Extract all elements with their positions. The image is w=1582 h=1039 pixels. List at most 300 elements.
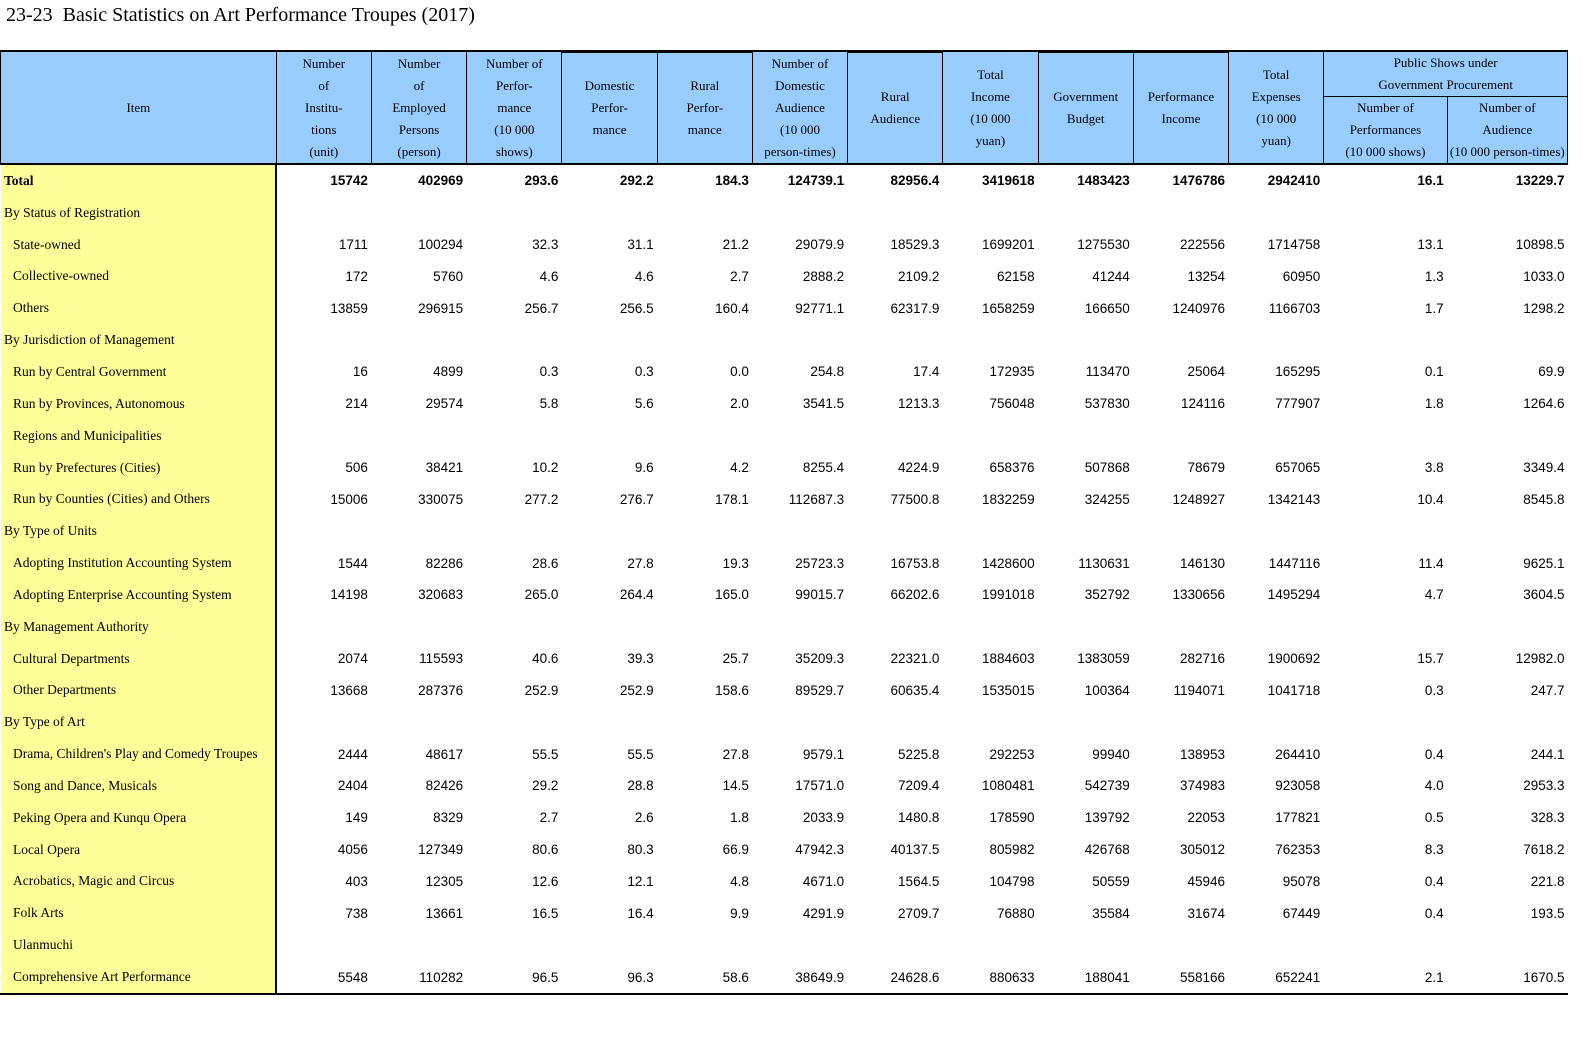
row-label: Adopting Institution Accounting System	[1, 547, 277, 579]
table-cell: 110282	[371, 961, 466, 994]
table-cell: 4899	[433, 364, 464, 380]
table-cell: 35209.3	[795, 651, 845, 667]
table-cell: 19.3	[722, 555, 749, 571]
table-cell	[1447, 611, 1567, 643]
table-row	[1, 483, 1568, 515]
table-cell: 39.3	[627, 651, 654, 667]
table-cell	[1324, 324, 1447, 356]
table-cell: 657065	[1275, 460, 1321, 476]
table-cell: 12305	[425, 873, 464, 889]
table-cell	[1447, 515, 1567, 547]
row-label: Regions and Municipalities	[1, 420, 277, 452]
table-cell: 558166	[1133, 961, 1228, 994]
table-cell	[562, 420, 657, 452]
table-cell: 2074	[337, 651, 368, 667]
table-cell: 146130	[1179, 555, 1226, 571]
table-cell: 2953.3	[1523, 778, 1565, 794]
table-cell: 426768	[1084, 842, 1130, 858]
table-cell: 1130631	[1078, 555, 1130, 571]
table-cell: 296915	[418, 300, 464, 316]
row-label: Ulanmuchi	[1, 929, 277, 961]
table-cell	[1447, 324, 1567, 356]
table-cell: 80.3	[627, 842, 654, 858]
table-cell: 82956.4	[848, 164, 943, 197]
table-cell: 1264.6	[1523, 396, 1565, 412]
table-cell	[943, 611, 1038, 643]
table-cell: 178.1	[715, 491, 749, 507]
table-cell: 252.9	[524, 682, 559, 698]
table-cell	[657, 929, 752, 961]
table-cell: 1383059	[1077, 651, 1130, 667]
table-row	[1, 356, 1568, 388]
table-cell: 1.7	[1424, 300, 1444, 316]
header-domestic-performance: Domestic Perfor- mance	[562, 53, 657, 165]
table-cell: 16	[352, 364, 368, 380]
table-cell	[943, 515, 1038, 547]
table-cell: 1240976	[1172, 300, 1226, 316]
table-cell	[848, 706, 943, 738]
table-cell	[1133, 929, 1228, 961]
table-cell: 96.3	[562, 961, 657, 994]
table-cell: 47942.3	[795, 842, 845, 858]
table-cell: 923058	[1275, 778, 1321, 794]
table-cell: 880633	[943, 961, 1038, 994]
table-cell: 7209.4	[898, 778, 940, 794]
table-cell	[657, 611, 752, 643]
table-cell	[371, 515, 466, 547]
table-cell	[371, 420, 466, 452]
table-cell: 1447116	[1268, 555, 1321, 571]
table-cell: 247.7	[1530, 682, 1565, 698]
table-cell: 2109.2	[898, 268, 940, 284]
table-cell	[752, 420, 847, 452]
table-cell: 99940	[1092, 746, 1130, 762]
table-cell: 172	[345, 268, 368, 284]
table-cell: 1714758	[1267, 237, 1321, 253]
table-cell: 1480.8	[898, 810, 940, 826]
table-cell: 27.8	[627, 555, 654, 571]
table-cell: 292.2	[562, 164, 657, 197]
table-cell: 124116	[1181, 396, 1226, 412]
table-cell: 22321.0	[890, 651, 940, 667]
table-cell	[1447, 706, 1567, 738]
table-cell: 55.5	[532, 746, 559, 762]
table-cell	[848, 611, 943, 643]
table-cell: 11.4	[1418, 555, 1444, 571]
table-cell: 264.4	[619, 587, 654, 603]
table-row	[1, 420, 1568, 452]
table-cell	[467, 706, 562, 738]
table-row	[1, 738, 1568, 770]
table-cell: 80.6	[532, 842, 559, 858]
table-cell: 25.7	[722, 651, 749, 667]
table-cell: 41244	[1092, 268, 1130, 284]
table-cell: 62317.9	[890, 300, 940, 316]
table-cell: 5548	[276, 961, 371, 994]
table-cell: 324255	[1084, 491, 1130, 507]
row-label: State-owned	[1, 229, 277, 261]
table-cell	[1038, 706, 1133, 738]
table-cell: 15.7	[1417, 651, 1444, 667]
total-row	[1, 164, 1568, 197]
table-number: 23-23	[6, 4, 53, 26]
table-cell: 1166703	[1268, 300, 1321, 316]
header-rural-performance: Rural Perfor- mance	[657, 53, 752, 165]
row-label: Cultural Departments	[1, 643, 277, 675]
table-cell: 221.8	[1530, 873, 1565, 889]
table-cell: 1658259	[982, 300, 1035, 316]
table-cell: 24628.6	[848, 961, 943, 994]
table-cell	[1229, 706, 1324, 738]
table-cell: 8545.8	[1523, 491, 1565, 507]
table-cell: 542739	[1084, 778, 1130, 794]
table-cell: 287376	[418, 682, 464, 698]
table-cell: 31674	[1187, 905, 1226, 921]
table-cell: 112687.3	[788, 491, 845, 507]
table-cell	[467, 929, 562, 961]
table-cell: 1080481	[982, 778, 1035, 794]
table-cell: 1298.2	[1523, 300, 1565, 316]
table-row	[1, 802, 1568, 834]
row-label: Comprehensive Art Performance	[1, 961, 277, 994]
table-cell: 78679	[1187, 460, 1226, 476]
table-cell	[1229, 611, 1324, 643]
table-row	[1, 897, 1568, 929]
table-cell: 27.8	[722, 746, 749, 762]
table-cell: 28.6	[532, 555, 559, 571]
table-cell: 82426	[425, 778, 464, 794]
table-cell: 2404	[337, 778, 368, 794]
row-label: By Type of Units	[1, 515, 277, 547]
table-cell	[276, 420, 371, 452]
table-row	[1, 229, 1568, 261]
table-cell: 5.8	[539, 396, 559, 412]
table-cell: 29.2	[532, 778, 559, 794]
row-label: Run by Central Government	[1, 356, 277, 388]
table-cell: 1213.3	[898, 396, 940, 412]
table-cell: 35584	[1092, 905, 1130, 921]
table-cell: 4.8	[730, 873, 749, 889]
table-cell	[562, 929, 657, 961]
table-cell: 1564.5	[898, 873, 940, 889]
table-cell	[943, 197, 1038, 229]
table-cell: 256.7	[524, 300, 559, 316]
table-cell: 0.3	[634, 364, 654, 380]
table-cell: 320683	[418, 587, 464, 603]
table-cell: 1194071	[1173, 682, 1226, 698]
table-cell: 658376	[989, 460, 1035, 476]
table-cell: 10.4	[1417, 491, 1444, 507]
header-public-shows-performances: Number of Performances (10 000 shows)	[1324, 97, 1447, 165]
table-cell	[1324, 420, 1447, 452]
table-cell	[467, 420, 562, 452]
table-cell: 99015.7	[795, 587, 845, 603]
table-cell: 756048	[989, 396, 1035, 412]
table-row	[1, 675, 1568, 707]
table-cell: 25064	[1187, 364, 1226, 380]
table-cell: 4.2	[730, 460, 749, 476]
table-cell	[657, 706, 752, 738]
table-cell: 193.5	[1530, 905, 1565, 921]
table-cell: 3349.4	[1523, 460, 1565, 476]
table-cell: 16.4	[627, 905, 654, 921]
header-institutions: Number of Institu- tions (unit)	[276, 51, 371, 164]
table-cell	[943, 929, 1038, 961]
table-cell: 115593	[419, 651, 464, 667]
group-heading-row	[1, 611, 1568, 643]
table-row	[1, 834, 1568, 866]
group-heading-row	[1, 197, 1568, 229]
table-cell: 762353	[1275, 842, 1321, 858]
table-cell: 222556	[1179, 237, 1226, 253]
row-label: By Management Authority	[1, 611, 277, 643]
header-domestic-audience: Number of Domestic Audience (10 000 person-times)	[752, 51, 847, 164]
table-cell: 2.1	[1324, 961, 1447, 994]
header-item: Item	[1, 51, 277, 164]
table-cell: 2888.2	[802, 268, 845, 284]
table-cell: 15006	[330, 491, 368, 507]
table-cell: 38421	[425, 460, 464, 476]
table-cell: 1495294	[1267, 587, 1321, 603]
table-cell	[562, 515, 657, 547]
table-cell: 29079.9	[795, 237, 845, 253]
table-cell: 66.9	[722, 842, 749, 858]
table-cell: 738	[345, 905, 368, 921]
table-cell: 2033.9	[802, 810, 845, 826]
table-cell	[1324, 706, 1447, 738]
table-cell: 3604.5	[1523, 587, 1565, 603]
table-cell: 8.3	[1424, 842, 1444, 858]
table-cell: 16753.8	[890, 555, 940, 571]
table-cell: 1483423	[1038, 164, 1133, 197]
table-cell	[1229, 420, 1324, 452]
table-cell: 166650	[1084, 300, 1130, 316]
table-cell: 1699201	[982, 237, 1035, 253]
table-cell: 1033.0	[1523, 268, 1565, 284]
table-cell: 10.2	[532, 460, 559, 476]
table-cell: 82286	[425, 555, 464, 571]
table-cell	[848, 420, 943, 452]
table-cell: 3541.5	[802, 396, 845, 412]
table-cell: 66202.6	[890, 587, 940, 603]
table-cell: 10898.5	[1515, 237, 1565, 253]
page-title	[6, 4, 475, 27]
table-title: Basic Statistics on Art Performance Troupes (2017)	[62, 4, 475, 26]
row-label: By Type of Art	[1, 706, 277, 738]
table-cell: 12982.0	[1515, 651, 1565, 667]
table-row	[1, 929, 1568, 961]
table-cell: 4224.9	[898, 460, 940, 476]
table-cell: 13.1	[1417, 237, 1444, 253]
table-cell	[1038, 611, 1133, 643]
table-cell: 1991018	[982, 587, 1035, 603]
table-cell	[1038, 324, 1133, 356]
table-cell	[943, 420, 1038, 452]
table-cell: 1670.5	[1447, 961, 1567, 994]
table-cell	[1324, 929, 1447, 961]
table-cell: 100294	[418, 237, 464, 253]
table-cell	[276, 611, 371, 643]
table-cell	[657, 420, 752, 452]
table-cell: 1.3	[1424, 268, 1444, 284]
table-cell	[371, 929, 466, 961]
table-cell	[371, 611, 466, 643]
table-cell: 13229.7	[1447, 164, 1567, 197]
table-cell	[1447, 929, 1567, 961]
table-cell: 0.4	[1424, 746, 1444, 762]
table-cell: 1428600	[982, 555, 1035, 571]
table-cell	[467, 515, 562, 547]
table-cell: 8329	[433, 810, 464, 826]
table-cell	[467, 197, 562, 229]
table-cell: 45946	[1187, 873, 1226, 889]
table-cell: 13661	[425, 905, 464, 921]
table-row	[1, 261, 1568, 293]
table-cell: 76880	[997, 905, 1035, 921]
statistics-table	[0, 50, 1568, 995]
table-cell: 139792	[1084, 810, 1130, 826]
table-cell: 4.6	[539, 268, 559, 284]
table-cell: 1476786	[1133, 164, 1228, 197]
table-cell: 264410	[1275, 746, 1321, 762]
header-rural-audience: Rural Audience	[848, 53, 943, 165]
table-cell	[657, 515, 752, 547]
table-cell: 15742	[276, 164, 371, 197]
table-cell: 1535015	[982, 682, 1035, 698]
table-cell: 184.3	[657, 164, 752, 197]
table-header	[1, 51, 1568, 164]
table-row	[1, 292, 1568, 324]
table-cell: 254.8	[810, 364, 845, 380]
table-row	[1, 547, 1568, 579]
table-cell: 165295	[1275, 364, 1321, 380]
table-cell: 9579.1	[802, 746, 845, 762]
table-cell: 4671.0	[802, 873, 845, 889]
table-cell: 9.6	[634, 460, 654, 476]
table-cell	[371, 706, 466, 738]
table-cell: 67449	[1282, 905, 1321, 921]
table-cell: 1900692	[1267, 651, 1321, 667]
table-cell: 13859	[330, 300, 368, 316]
table-row	[1, 961, 1568, 994]
table-cell: 1.8	[1424, 396, 1444, 412]
table-cell: 506	[345, 460, 368, 476]
table-cell: 0.4	[1424, 873, 1444, 889]
table-cell: 14.5	[722, 778, 749, 794]
header-public-shows: Public Shows under Government Procurement	[1324, 51, 1568, 97]
table-cell: 352792	[1084, 587, 1130, 603]
table-cell	[752, 324, 847, 356]
row-label: Drama, Children's Play and Comedy Troupes	[1, 738, 277, 770]
table-cell: 113470	[1085, 364, 1130, 380]
table-cell: 2.0	[730, 396, 749, 412]
table-cell: 95078	[1282, 873, 1321, 889]
row-label: Run by Prefectures (Cities)	[1, 452, 277, 484]
table-cell: 1711	[338, 237, 368, 253]
row-label: By Status of Registration	[1, 197, 277, 229]
table-cell	[1133, 420, 1228, 452]
table-cell	[1133, 611, 1228, 643]
table-cell	[1038, 929, 1133, 961]
table-cell	[1038, 197, 1133, 229]
table-cell	[943, 324, 1038, 356]
table-cell	[752, 197, 847, 229]
table-cell: 265.0	[524, 587, 559, 603]
table-cell: 1041718	[1267, 682, 1321, 698]
group-heading-row	[1, 324, 1568, 356]
table-row	[1, 770, 1568, 802]
table-cell: 1330656	[1172, 587, 1226, 603]
table-row	[1, 579, 1568, 611]
row-label: Local Opera	[1, 834, 277, 866]
table-cell	[371, 197, 466, 229]
table-row	[1, 388, 1568, 420]
row-label: Acrobatics, Magic and Circus	[1, 866, 277, 898]
table-cell: 805982	[989, 842, 1035, 858]
row-label: Peking Opera and Kunqu Opera	[1, 802, 277, 834]
table-cell: 292253	[989, 746, 1035, 762]
table-cell: 5760	[433, 268, 464, 284]
table-cell: 158.6	[715, 682, 749, 698]
table-cell	[276, 929, 371, 961]
table-cell: 12.6	[532, 873, 559, 889]
table-cell: 172935	[989, 364, 1035, 380]
table-cell	[467, 611, 562, 643]
table-cell	[657, 197, 752, 229]
table-cell: 652241	[1229, 961, 1324, 994]
table-cell: 89529.7	[795, 682, 845, 698]
table-cell: 25723.3	[795, 555, 845, 571]
table-cell: 1275530	[1077, 237, 1130, 253]
table-cell: 328.3	[1530, 810, 1565, 826]
table-cell	[752, 611, 847, 643]
table-cell: 537830	[1084, 396, 1130, 412]
table-cell	[848, 197, 943, 229]
table-cell: 293.6	[467, 164, 562, 197]
table-cell	[1324, 515, 1447, 547]
header-performance-income: Performance Income	[1133, 53, 1228, 165]
header-public-shows-audience: Number of Audience (10 000 person-times)	[1447, 97, 1567, 165]
table-cell: 40.6	[532, 651, 559, 667]
table-cell: 14198	[330, 587, 368, 603]
table-cell: 374983	[1179, 778, 1226, 794]
table-cell: 402969	[371, 164, 466, 197]
table-cell: 1248927	[1172, 491, 1226, 507]
table-cell: 244.1	[1530, 746, 1565, 762]
table-cell: 2709.7	[898, 905, 940, 921]
table-cell: 62158	[997, 268, 1035, 284]
table-cell	[276, 515, 371, 547]
table-cell: 50559	[1092, 873, 1130, 889]
table-cell: 8255.4	[802, 460, 845, 476]
table-cell: 124739.1	[752, 164, 847, 197]
table-cell: 5.6	[634, 396, 654, 412]
table-cell: 0.3	[539, 364, 559, 380]
table-cell: 18529.3	[890, 237, 940, 253]
table-cell: 60635.4	[890, 682, 940, 698]
table-cell: 2.7	[539, 810, 559, 826]
table-cell	[1133, 324, 1228, 356]
table-cell: 214	[345, 396, 368, 412]
table-cell	[752, 515, 847, 547]
table-cell	[1447, 197, 1567, 229]
table-cell: 21.2	[722, 237, 749, 253]
row-label: Run by Counties (Cities) and Others	[1, 483, 277, 515]
table-body	[1, 164, 1568, 994]
table-cell: 92771.1	[795, 300, 845, 316]
table-cell: 1544	[337, 555, 368, 571]
table-cell	[1038, 420, 1133, 452]
